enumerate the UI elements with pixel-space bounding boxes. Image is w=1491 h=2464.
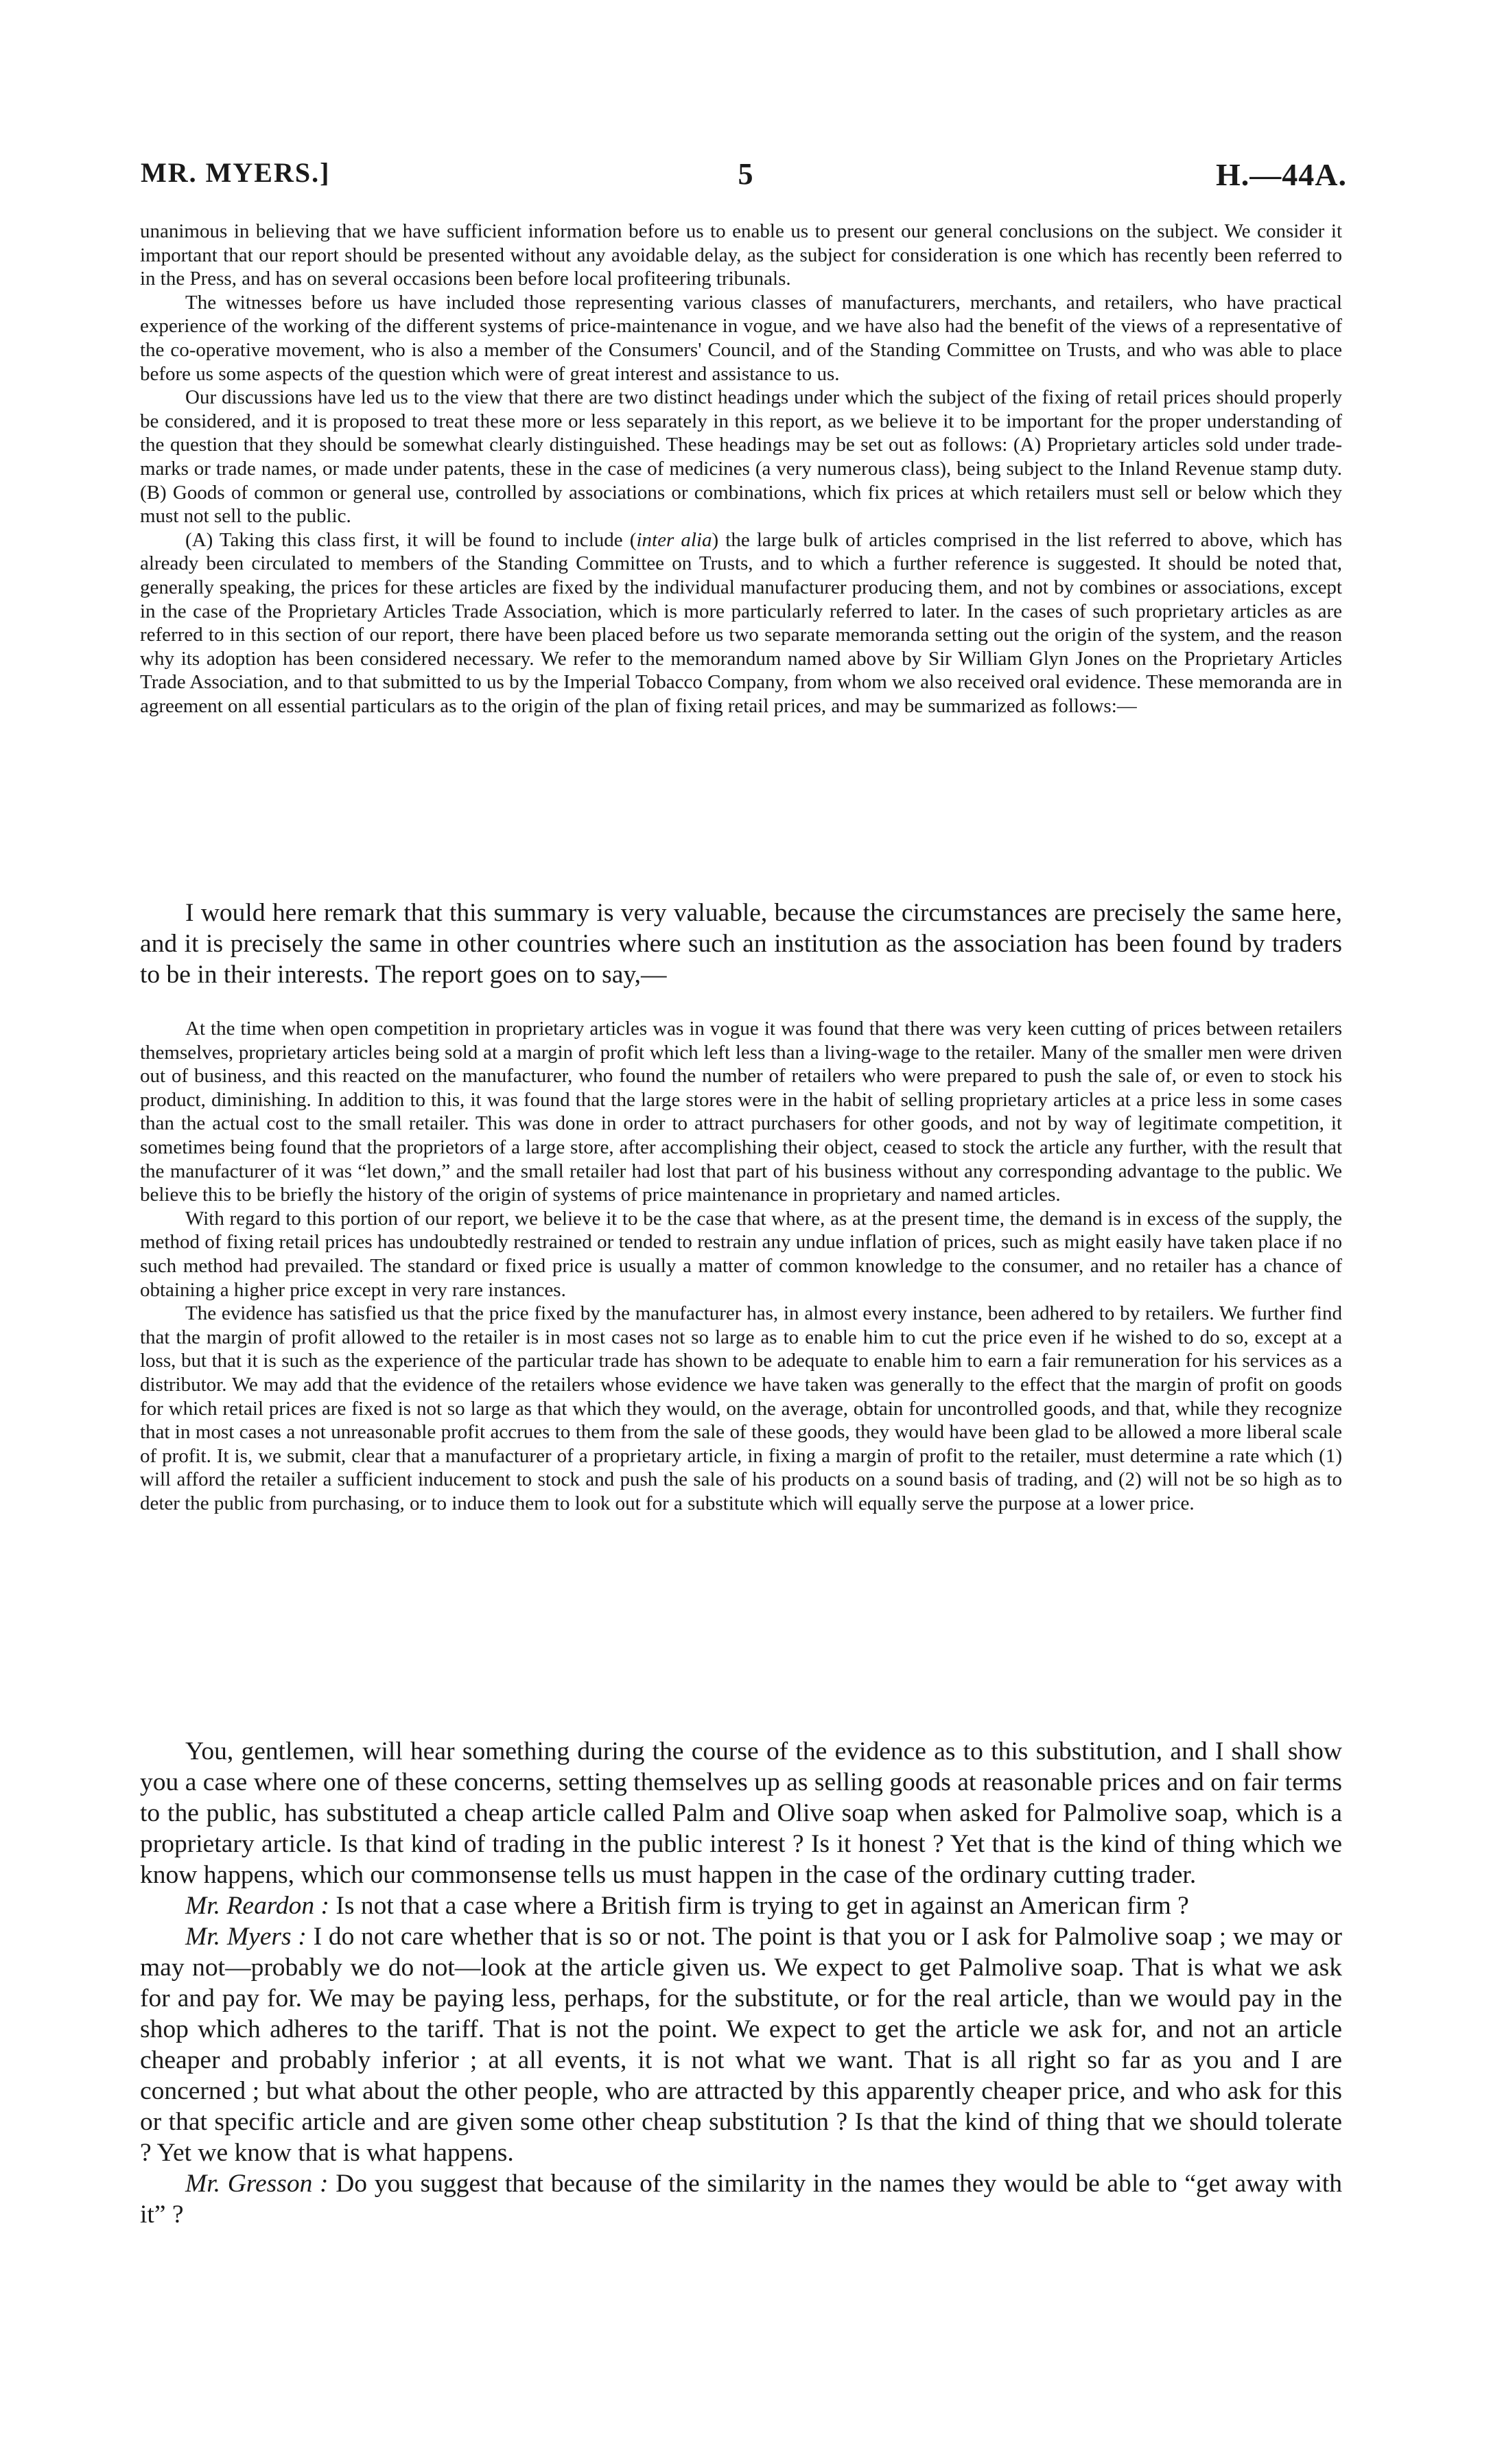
report-paragraph: The witnesses before us have included those representing various classes of manufacturers, merchants, and retailers, who have practical experience of the working of the different systems of price-maintenance in vogue, and we have also had the benefit of the views of a representative of the co-operative movement, who is also a member of the Consumers' Council, and of the Standing Committee on Trusts, and who was able to place before us some aspects of the question which were of great interest and assistance to us. — [140, 291, 1342, 385]
running-header-left: MR. MYERS.] — [141, 157, 331, 188]
running-header-right: H.—44A. — [1216, 157, 1347, 192]
speaker-name: Mr. Reardon : — [185, 1892, 330, 1920]
dialogue-paragraph — [140, 1921, 1342, 2168]
report-extract-2 — [140, 1017, 1342, 1515]
speech-text: Do you suggest that because of the similarity in the names they would be able to “get away with it” ? — [140, 2170, 1343, 2229]
report-paragraph: With regard to this portion of our report, we believe it to be the case that where, as at the present time, the demand is in excess of the supply, the method of fixing retail prices has undoubtedly restrained or tended to restrain any undue inflation of prices, such as might easily have taken place if no such method had prevailed. The standard or fixed price is usually a matter of common knowledge to the consumer, and no retailer has a chance of obtaining a higher price except in very rare instances. — [140, 1207, 1342, 1301]
speaker-remark-1 — [140, 897, 1342, 990]
speech-paragraph: I would here remark that this summary is very valuable, because the circumstances are precisely the same here, and it is precisely the same in other countries where such an institution as the association has been found by traders to be in their interests. The report goes on to say,— — [140, 899, 1342, 989]
report-paragraph: At the time when open competition in proprietary articles was in vogue it was found that there was very keen cutting of prices between retailers themselves, proprietary articles being sold at a margin of profit which left less than a living-wage to the retailer. Many of the smaller men were driven out of business, and this reacted on the manufacturer, who found the number of retailers who were prepared to push the sale of, or even to stock his product, diminishing. In addition to this, it was found that the large stores were in the habit of selling proprietary articles at a price less in some cases than the actual cost to the small retailer. This was done in order to attract purchasers for other goods, and not by way of legitimate competition, it sometimes being found that the proprietors of a large store, after accomplishing their object, ceased to stock the article any further, with the result that the manufacturer of it was “let down,” and the small retailer had lost that part of his business without any corresponding advantage to the public. We believe this to be briefly the history of the origin of systems of price maintenance in proprietary and named articles. — [140, 1018, 1342, 1206]
report-paragraph: The evidence has satisfied us that the price fixed by the manufacturer has, in almost every instance, been adhered to by retailers. We further find that the margin of profit allowed to the retailer is in most cases not so large as to enable him to cut the price even if he wished to do so, except at a loss, but that it is such as the experience of the particular trade has shown to be adequate to enable him to earn a fair remuneration for his services as a distributor. We may add that the evidence of the retailers whose evidence we have taken was generally to the effect that the margin of profit on goods for which retail prices are fixed is not so large as that which they would, on the average, obtain for uncontrolled goods, and that, while they recognize that in most cases a not unreasonable profit accrues to them from the sale of these goods, they would have been glad to be allowed a more liberal scale of profit. It is, we submit, clear that a manufacturer of a proprietary article, in fixing a margin of profit to the retailer, must determine a rate which (1) will afford the retailer a sufficient inducement to stock and push the sale of his products on a sound basis of trading, and (2) will not be so high as to deter the public from purchasing, or to induce them to look out for a substitute which will equally serve the purpose at a lower price. — [140, 1302, 1342, 1514]
report-paragraph: unanimous in believing that we have sufficient information before us to enable us to present our general conclusions on the subject. We consider it important that our report should be presented without any avoidable delay, as the subject for consideration is one which has recently been referred to in the Press, and has on several occasions been before local profiteering tribunals. — [140, 220, 1342, 290]
speaker-name: Mr. Gresson : — [185, 2170, 329, 2198]
report-paragraph: (A) Taking this class first, it will be found to include (inter alia) the large bulk of articles comprised in the list referred to above, which has already been circulated to members of the Standing Committee on Trusts, and to which a further reference is suggested. It should be noted that, generally speaking, the prices for these articles are fixed by the individual manufacturer producing them, and not by combines or associations, except in the case of the Proprietary Articles Trade Association, which is more particularly referred to later. In the cases of such proprietary articles as are referred to in this section of our report, there have been placed before us two separate memoranda setting out the origin of the system, and the reason why its adoption has been considered necessary. We refer to the memorandum named above by Sir William Glyn Jones on the Proprietary Articles Trade Association, and to that submitted to us by the Imperial Tobacco Company, from whom we also received oral evidence. These memoranda are in agreement on all essential particulars as to the origin of the plan of fixing retail prices, and may be summarized as follows:— — [140, 528, 1342, 717]
page-number: 5 — [738, 157, 753, 191]
report-extract-1 — [140, 220, 1342, 718]
speech-text: I do not care whether that is so or not. The point is that you or I ask for Palmolive soap ; we may or may not—probably we do not—look at the article given us. We expect to get Palmolive soap. That is what we ask for and pay for. We may be paying less, perhaps, for the substitute, or for the real article, than we would pay in the shop which adheres to the tariff. That is not the point. We expect to get the article we ask for, and not an article cheaper and probably inferior ; at all events, it is not what we want. That is all right so far as you and I are concerned ; but what about the other people, who are attracted by this apparently cheaper price, and who ask for this or that specific article and are given some other cheap substitution ? Is that the kind of thing that we should tolerate ? Yet we know that is what happens. — [140, 1923, 1343, 2167]
dialogue-paragraph — [140, 1890, 1342, 1921]
speaker-name: Mr. Myers : — [185, 1923, 307, 1951]
speech-paragraph: You, gentlemen, will hear something during the course of the evidence as to this substitution, and I shall show you a case where one of these concerns, setting themselves up as selling goods at reasonable prices and on fair terms to the public, has substituted a cheap article called Palm and Olive soap when asked for Palmolive soap, which is a proprietary article. Is that kind of trading in the public interest ? Is it honest ? Yet that is the kind of thing which we know happens, which our commonsense tells us must happen in the case of the ordinary cutting trader. — [140, 1737, 1342, 1889]
speech-text: Is not that a case where a British firm is trying to get in against an American firm ? — [336, 1892, 1189, 1920]
speaker-remark-2 — [140, 1736, 1342, 2230]
dialogue-paragraph — [140, 2168, 1342, 2230]
report-paragraph: Our discussions have led us to the view that there are two distinct headings under which the subject of the fixing of retail prices should properly be considered, and it is proposed to treat these more or less separately in this report, as we believe it to be important for the proper understanding of the question that they should be somewhat clearly distinguished. These headings may be set out as follows: (A) Proprietary articles sold under trade-marks or trade names, or made under patents, these in the case of medicines (a very numerous class), being subject to the Inland Revenue stamp duty. (B) Goods of common or general use, controlled by associations or combinations, which fix prices at which retailers must sell or below which they must not sell to the public. — [140, 386, 1342, 528]
